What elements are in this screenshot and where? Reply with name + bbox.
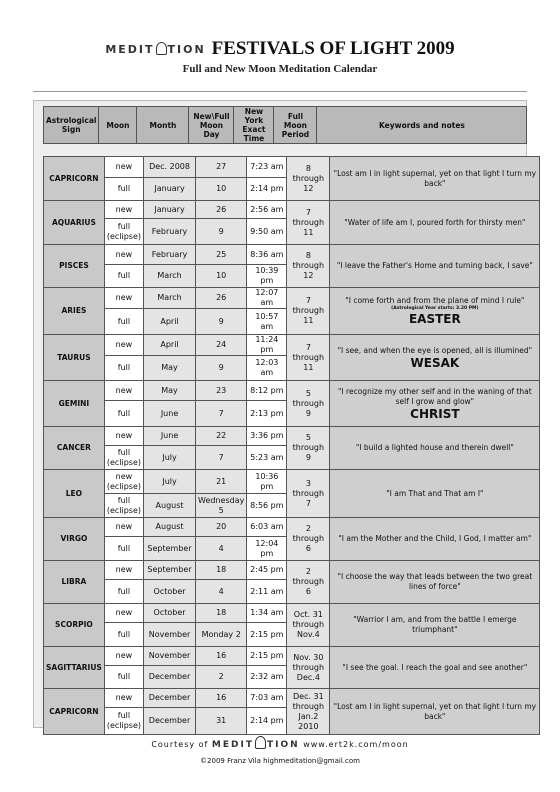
month-cell: November	[144, 647, 196, 666]
time-cell: 7:23 am	[247, 157, 287, 178]
time-cell: 2:32 am	[247, 666, 287, 689]
keyword-text: "I build a lighted house and therein dwell"	[355, 443, 514, 452]
keyword-cell	[330, 335, 540, 381]
page-header	[0, 38, 560, 75]
column-header: Keywords and notes	[317, 107, 527, 144]
meditation-figure-icon	[255, 736, 266, 749]
keyword-cell	[330, 689, 540, 735]
month-cell: December	[144, 708, 196, 735]
day-cell: 24	[196, 335, 247, 356]
footer-brand-logo	[212, 740, 300, 750]
keyword-text: "I see the goal. I reach the goal and see another"	[342, 662, 528, 672]
page-title: FESTIVALS OF LIGHT 2009	[211, 38, 455, 59]
table-row	[44, 561, 540, 580]
period-cell: 3 through 7	[287, 470, 330, 518]
month-cell: August	[144, 494, 196, 518]
month-cell: November	[144, 623, 196, 647]
day-cell: 4	[196, 580, 247, 604]
time-cell: 1:34 am	[247, 604, 287, 623]
table-row	[44, 335, 540, 356]
table-row	[44, 201, 540, 219]
month-cell: June	[144, 427, 196, 446]
moon-cell: new	[104, 335, 143, 356]
keyword-text: "Warrior I am, and from the battle I emerge triumphant"	[353, 615, 517, 634]
moon-cell: full	[104, 537, 143, 561]
month-cell: May	[144, 356, 196, 381]
month-cell: October	[144, 604, 196, 623]
month-cell: March	[144, 265, 196, 288]
table-row	[44, 427, 540, 446]
time-cell: 2:15 pm	[247, 647, 287, 666]
table-row	[44, 381, 540, 401]
period-cell: 2 through 6	[287, 561, 330, 604]
keyword-cell	[330, 647, 540, 689]
moon-cell: full	[104, 623, 143, 647]
period-cell: Oct. 31 through Nov.4	[287, 604, 330, 647]
period-cell: 2 through 6	[287, 518, 330, 561]
moon-cell: full (eclipse)	[104, 494, 143, 518]
period-cell: Nov. 30 through Dec.4	[287, 647, 330, 689]
sign-cell: ARIES	[44, 288, 105, 335]
keyword-text: "Lost am I in light supernal, yet on that light I turn my back"	[333, 701, 537, 721]
page-subtitle: Full and New Moon Meditation Calendar	[182, 63, 378, 75]
month-cell: July	[144, 446, 196, 470]
moon-cell: new	[104, 157, 143, 178]
moon-cell: new	[104, 647, 143, 666]
period-cell: 8 through 12	[287, 245, 330, 288]
calendar-body	[44, 157, 540, 735]
keyword-text: "I choose the way that leads between the two great lines of force"	[337, 572, 533, 591]
time-cell: 6:03 am	[247, 518, 287, 537]
day-cell: 26	[196, 288, 247, 309]
sign-cell: VIRGO	[44, 518, 105, 561]
period-cell: 7 through 11	[287, 201, 330, 245]
keyword-cell	[330, 518, 540, 561]
sign-cell: CAPRICORN	[44, 157, 105, 201]
day-cell: 2	[196, 666, 247, 689]
table-row	[44, 470, 540, 494]
keyword-cell	[330, 381, 540, 427]
month-cell: March	[144, 288, 196, 309]
brand-left: MEDIT	[105, 43, 155, 56]
sign-cell: PISCES	[44, 245, 105, 288]
meditation-figure-icon	[156, 42, 167, 55]
copyright-line: ©2009 Franz Vila highmeditation@gmail.com	[200, 757, 360, 765]
time-cell: 2:11 am	[247, 580, 287, 604]
moon-cell: new	[104, 381, 143, 401]
moon-cell: new	[104, 518, 143, 537]
moon-calendar-table	[43, 156, 540, 735]
day-cell: 7	[196, 446, 247, 470]
month-cell: July	[144, 470, 196, 494]
moon-cell: full	[104, 580, 143, 604]
period-cell: 8 through 12	[287, 157, 330, 201]
time-cell: 10:39 pm	[247, 265, 287, 288]
column-header: Astrological Sign	[44, 107, 99, 144]
moon-cell: new	[104, 689, 143, 708]
time-cell: 2:45 pm	[247, 561, 287, 580]
keyword-cell	[330, 245, 540, 288]
day-cell: 27	[196, 157, 247, 178]
moon-cell: full (eclipse)	[104, 219, 143, 245]
time-cell: 8:56 pm	[247, 494, 287, 518]
keyword-text: "I see, and when the eye is opened, all is illumined"	[337, 345, 533, 355]
day-cell: 9	[196, 356, 247, 381]
day-cell: 18	[196, 561, 247, 580]
month-cell: February	[144, 245, 196, 265]
keyword-text: "I am That and That am I"	[386, 488, 484, 498]
time-cell: 12:04 pm	[247, 537, 287, 561]
moon-cell: full	[104, 178, 143, 201]
moon-cell: full (eclipse)	[104, 708, 143, 735]
period-cell: 5 through 9	[287, 427, 330, 470]
column-header: New York Exact Time	[234, 107, 274, 144]
moon-cell: new	[104, 604, 143, 623]
time-cell: 7:03 am	[247, 689, 287, 708]
day-cell: 25	[196, 245, 247, 265]
header-divider	[33, 91, 527, 92]
time-cell: 2:56 am	[247, 201, 287, 219]
sign-cell: SAGITTARIUS	[44, 647, 105, 689]
month-cell: December	[144, 666, 196, 689]
keyword-cell	[330, 201, 540, 245]
period-cell: Dec. 31 through Jan.2 2010	[287, 689, 330, 735]
astrological-note: (Astrological Year starts: 3.20 PM)	[391, 306, 479, 311]
month-cell: January	[144, 178, 196, 201]
month-cell: October	[144, 580, 196, 604]
festival-name: WESAK	[410, 355, 460, 370]
moon-cell: full	[104, 401, 143, 427]
keyword-text: "I am the Mother and the Child, I God, I matter am"	[338, 534, 532, 543]
sign-cell: LIBRA	[44, 561, 105, 604]
keyword-text: "I come forth and from the plane of mind I rule"	[345, 296, 525, 305]
table-row	[44, 518, 540, 537]
moon-cell: new	[104, 245, 143, 265]
moon-cell: full	[104, 309, 143, 335]
month-cell: June	[144, 401, 196, 427]
time-cell: 10:57 am	[247, 309, 287, 335]
day-cell: 31	[196, 708, 247, 735]
keyword-cell	[330, 288, 540, 335]
column-header: Month	[137, 107, 189, 144]
period-cell: 5 through 9	[287, 381, 330, 427]
footer-brand-left: MEDIT	[211, 740, 254, 750]
table-row	[44, 604, 540, 623]
day-cell: 9	[196, 219, 247, 245]
column-header-row	[44, 107, 527, 144]
time-cell: 8:36 am	[247, 245, 287, 265]
column-header: New\Full Moon Day	[189, 107, 234, 144]
moon-cell: new (eclipse)	[104, 470, 143, 494]
time-cell: 12:07 am	[247, 288, 287, 309]
time-cell: 12:03 am	[247, 356, 287, 381]
month-cell: February	[144, 219, 196, 245]
time-cell: 9:50 am	[247, 219, 287, 245]
courtesy-text: Courtesy of	[151, 740, 209, 749]
month-cell: December	[144, 689, 196, 708]
keyword-cell	[330, 157, 540, 201]
day-cell: 16	[196, 689, 247, 708]
moon-cell: new	[104, 201, 143, 219]
sign-cell: SCORPIO	[44, 604, 105, 647]
sign-cell: TAURUS	[44, 335, 105, 381]
day-cell: Wednesday 5	[196, 494, 247, 518]
day-cell: 20	[196, 518, 247, 537]
month-cell: September	[144, 561, 196, 580]
keyword-text: "Water of life am I, poured forth for thirsty men"	[344, 217, 526, 227]
month-cell: August	[144, 518, 196, 537]
moon-cell: new	[104, 288, 143, 309]
day-cell: 4	[196, 537, 247, 561]
time-cell: 8:12 pm	[247, 381, 287, 401]
sign-cell: CAPRICORN	[44, 689, 105, 735]
title-line	[0, 38, 560, 60]
month-cell: April	[144, 309, 196, 335]
month-cell: Dec. 2008	[144, 157, 196, 178]
keyword-cell	[330, 604, 540, 647]
table-row	[44, 288, 540, 309]
moon-cell: new	[104, 427, 143, 446]
keyword-cell	[330, 470, 540, 518]
period-cell: 7 through 11	[287, 288, 330, 335]
day-cell: 22	[196, 427, 247, 446]
column-header-table	[43, 106, 527, 144]
day-cell: Monday 2	[196, 623, 247, 647]
moon-cell: full	[104, 356, 143, 381]
sign-cell: GEMINI	[44, 381, 105, 427]
month-cell: April	[144, 335, 196, 356]
time-cell: 2:13 pm	[247, 401, 287, 427]
time-cell: 10:36 pm	[247, 470, 287, 494]
footer-brand-right: TION	[266, 740, 300, 750]
time-cell: 2:14 pm	[247, 178, 287, 201]
day-cell: 10	[196, 178, 247, 201]
keyword-text: "I recognize my other self and in the waning of that self I grow and glow"	[338, 386, 532, 406]
sign-cell: AQUARIUS	[44, 201, 105, 245]
table-row	[44, 689, 540, 708]
period-cell: 7 through 11	[287, 335, 330, 381]
month-cell: May	[144, 381, 196, 401]
day-cell: 21	[196, 470, 247, 494]
time-cell: 2:15 pm	[247, 623, 287, 647]
keyword-cell	[330, 427, 540, 470]
month-cell: September	[144, 537, 196, 561]
time-cell: 3:36 pm	[247, 427, 287, 446]
website-link[interactable]: www.ert2k.com/moon	[303, 740, 409, 749]
time-cell: 2:14 pm	[247, 708, 287, 735]
moon-cell: full (eclipse)	[104, 446, 143, 470]
festival-name: EASTER	[408, 312, 461, 326]
table-row	[44, 647, 540, 666]
time-cell: 11:24 pm	[247, 335, 287, 356]
day-cell: 16	[196, 647, 247, 666]
brand-logo	[105, 42, 205, 56]
sign-cell: LEO	[44, 470, 105, 518]
month-cell: January	[144, 201, 196, 219]
table-row	[44, 157, 540, 178]
day-cell: 9	[196, 309, 247, 335]
day-cell: 18	[196, 604, 247, 623]
column-header: Full Moon Period	[274, 107, 317, 144]
day-cell: 10	[196, 265, 247, 288]
moon-cell: full	[104, 265, 143, 288]
keyword-cell	[330, 561, 540, 604]
courtesy-line	[0, 736, 560, 750]
day-cell: 7	[196, 401, 247, 427]
moon-cell: new	[104, 561, 143, 580]
column-header: Moon	[99, 107, 137, 144]
keyword-text: "I leave the Father's Home and turning back, I save"	[336, 261, 533, 270]
moon-cell: full	[104, 666, 143, 689]
keyword-text: "Lost am I in light supernal, yet on that light I turn my back"	[333, 168, 537, 188]
time-cell: 5:23 am	[247, 446, 287, 470]
festival-name: CHRIST	[410, 406, 460, 421]
day-cell: 26	[196, 201, 247, 219]
sign-cell: CANCER	[44, 427, 105, 470]
brand-right: TION	[167, 43, 206, 56]
table-row	[44, 245, 540, 265]
day-cell: 23	[196, 381, 247, 401]
